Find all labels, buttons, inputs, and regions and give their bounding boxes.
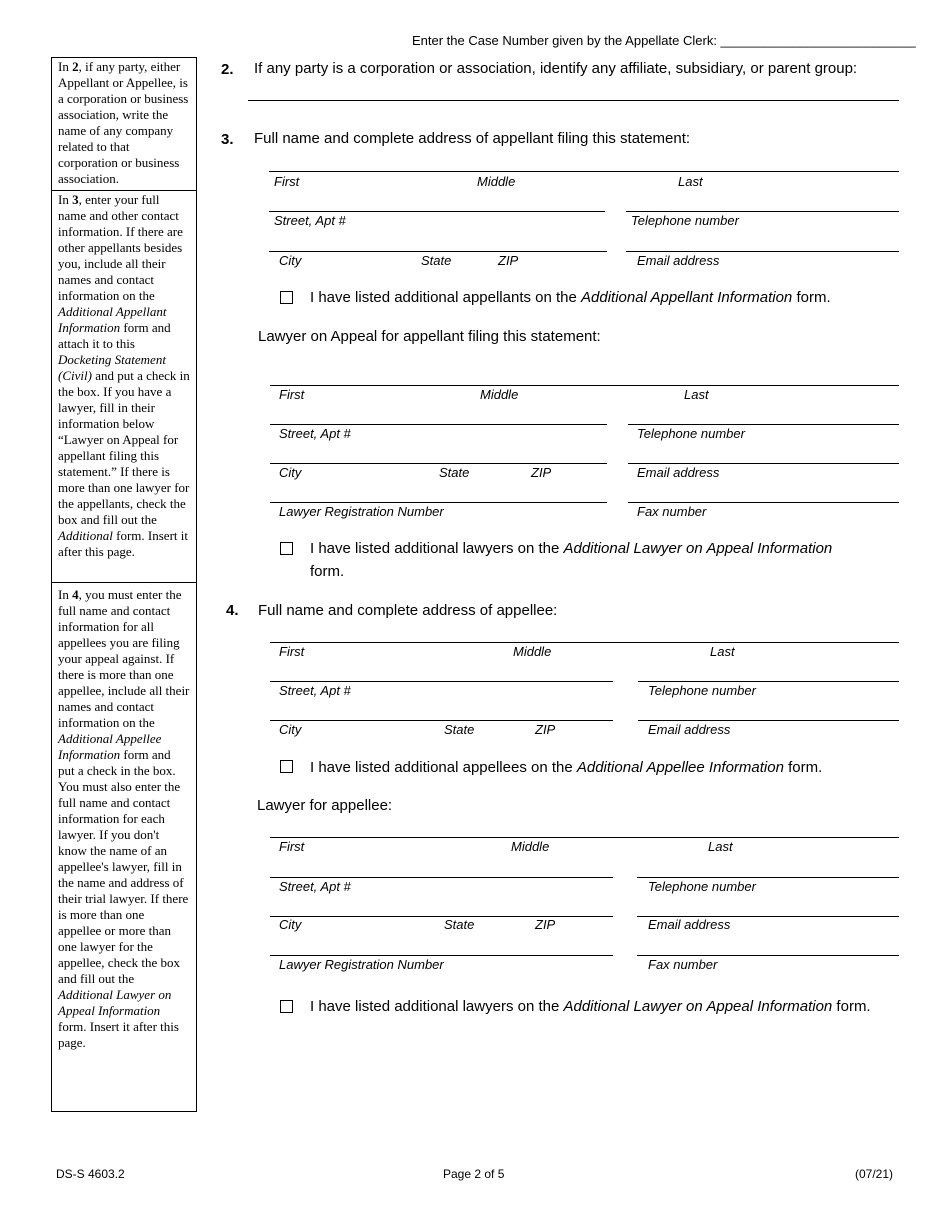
page-number: Page 2 of 5: [443, 1167, 505, 1181]
additional-appellees-label: I have listed additional appellees on the Additional Appellee Information form.: [310, 759, 823, 776]
additional-appellants-label: I have listed additional appellants on the Additional Appellant Information form.: [310, 289, 831, 306]
appellee-lawyer-first-label: First: [279, 839, 305, 854]
appellee-last-label: Last: [710, 644, 735, 659]
additional-appellant-lawyers-checkbox[interactable]: [280, 542, 293, 555]
sidebar-section-3: In 3, enter your full name and other contact information. If there are other appellants besides you, include all their names and contact information on the Additional Appellant Information form and attach it to this Docketing Statement (Civil) and put a check in the box. If you have a lawyer, fill in their information below “Lawyer on Appeal for appellant filing this statement.” If there is more than one lawyer for the appellants, check the box and fill out the Additional form. Insert it after this page.: [52, 191, 196, 583]
appellant-lawyer-fax-field[interactable]: [628, 502, 899, 503]
appellant-lawyer-state-label: State: [439, 465, 470, 480]
additional-appellant-lawyers-label-cont: form.: [310, 563, 345, 580]
appellant-street-label: Street, Apt #: [274, 213, 346, 228]
sidebar-section-2: In 2, if any party, either Appellant or Appellee, is a corporation or business association, write the name of any company related to that corporation or business association.: [52, 58, 196, 191]
q2-text: If any party is a corporation or association, identify any affiliate, subsidiary, or parent group:: [254, 60, 858, 77]
appellant-state-label: State: [421, 253, 452, 268]
appellee-city-label: City: [279, 722, 302, 737]
instructions-sidebar: [51, 57, 197, 1112]
form-id: DS-S 4603.2: [56, 1167, 125, 1181]
appellant-first-label: First: [274, 174, 300, 189]
appellant-lawyer-phone-label: Telephone number: [637, 426, 745, 441]
appellee-lawyer-heading: Lawyer for appellee:: [257, 797, 393, 814]
appellant-lawyer-fax-label: Fax number: [637, 504, 707, 519]
appellant-lawyer-email-label: Email address: [637, 465, 720, 480]
appellant-lawyer-middle-label: Middle: [480, 387, 519, 402]
appellant-name-field[interactable]: [269, 171, 899, 172]
appellee-email-label: Email address: [648, 722, 731, 737]
appellant-phone-field[interactable]: [626, 211, 899, 212]
appellee-lawyer-city-field[interactable]: [270, 916, 613, 917]
appellee-state-label: State: [444, 722, 475, 737]
appellee-lawyer-email-label: Email address: [648, 917, 731, 932]
appellee-lawyer-fax-field[interactable]: [637, 955, 899, 956]
appellee-lawyer-middle-label: Middle: [511, 839, 550, 854]
appellant-email-field[interactable]: [626, 251, 899, 252]
appellant-lawyer-city-field[interactable]: [270, 463, 607, 464]
appellee-lawyer-city-label: City: [279, 917, 302, 932]
additional-appellant-lawyers-label: I have listed additional lawyers on the Additional Lawyer on Appeal Information: [310, 540, 833, 557]
appellant-lawyer-city-label: City: [279, 465, 302, 480]
appellee-first-label: First: [279, 644, 305, 659]
appellant-lawyer-name-field[interactable]: [270, 385, 899, 386]
appellee-lawyer-last-label: Last: [708, 839, 733, 854]
appellant-middle-label: Middle: [477, 174, 516, 189]
appellant-lawyer-first-label: First: [279, 387, 305, 402]
appellee-lawyer-phone-label: Telephone number: [648, 879, 756, 894]
appellee-phone-field[interactable]: [638, 681, 899, 682]
appellant-city-label: City: [279, 253, 302, 268]
q4-text: Full name and complete address of appellee:: [258, 602, 558, 619]
appellant-lawyer-zip-label: ZIP: [531, 465, 552, 480]
appellee-lawyer-fax-label: Fax number: [648, 957, 718, 972]
appellee-lawyer-street-label: Street, Apt #: [279, 879, 351, 894]
appellant-lawyer-phone-field[interactable]: [628, 424, 899, 425]
appellee-lawyer-state-label: State: [444, 917, 475, 932]
appellee-middle-label: Middle: [513, 644, 552, 659]
appellant-street-field[interactable]: [269, 211, 605, 212]
appellant-email-label: Email address: [637, 253, 720, 268]
appellee-street-field[interactable]: [270, 681, 613, 682]
q3-number: 3.: [221, 131, 234, 148]
appellant-phone-label: Telephone number: [631, 213, 739, 228]
appellee-zip-label: ZIP: [535, 722, 556, 737]
appellant-city-field[interactable]: [269, 251, 607, 252]
appellee-phone-label: Telephone number: [648, 683, 756, 698]
additional-appellees-checkbox[interactable]: [280, 760, 293, 773]
appellee-lawyer-name-field[interactable]: [270, 837, 899, 838]
appellee-street-label: Street, Apt #: [279, 683, 351, 698]
appellant-zip-label: ZIP: [498, 253, 519, 268]
q2-answer-field[interactable]: [248, 100, 899, 101]
case-number-prompt[interactable]: Enter the Case Number given by the Appellate Clerk: ___________________________: [412, 33, 916, 48]
appellant-lawyer-email-field[interactable]: [628, 463, 899, 464]
appellant-lawyer-registration-label: Lawyer Registration Number: [279, 504, 444, 519]
appellee-lawyer-street-field[interactable]: [270, 877, 613, 878]
appellee-email-field[interactable]: [638, 720, 899, 721]
q2-number: 2.: [221, 61, 234, 78]
appellant-lawyer-heading: Lawyer on Appeal for appellant filing this statement:: [258, 328, 601, 345]
appellant-last-label: Last: [678, 174, 703, 189]
sidebar-section-4: In 4, you must enter the full name and contact information for all appellees you are filing your appeal against. If there is more than one appellee, include all their names and contact information on the Additional Appellee Information form and put a check in the box. You must also enter the full name and contact information for each lawyer. If you don't know the name of an appellee's lawyer, fill in the name and address of their trial lawyer. If there is more than one appellee or more than one lawyer for the appellee, check the box and fill out the Additional Lawyer on Appeal Information form. Insert it after this page.: [58, 587, 190, 1050]
q4-number: 4.: [226, 602, 239, 619]
appellee-lawyer-phone-field[interactable]: [637, 877, 899, 878]
appellee-city-field[interactable]: [270, 720, 613, 721]
appellee-lawyer-registration-field[interactable]: [270, 955, 613, 956]
appellee-lawyer-zip-label: ZIP: [535, 917, 556, 932]
appellant-lawyer-street-label: Street, Apt #: [279, 426, 351, 441]
appellant-lawyer-street-field[interactable]: [270, 424, 607, 425]
revision-date: (07/21): [855, 1167, 894, 1181]
appellee-lawyer-registration-label: Lawyer Registration Number: [279, 957, 444, 972]
appellant-lawyer-registration-field[interactable]: [270, 502, 607, 503]
additional-appellants-checkbox[interactable]: [280, 291, 293, 304]
appellee-name-field[interactable]: [270, 642, 899, 643]
q3-text: Full name and complete address of appellant filing this statement:: [254, 130, 691, 147]
additional-appellee-lawyers-checkbox[interactable]: [280, 1000, 293, 1013]
appellant-lawyer-last-label: Last: [684, 387, 709, 402]
additional-appellee-lawyers-label: I have listed additional lawyers on the Additional Lawyer on Appeal Information form.: [310, 998, 871, 1015]
